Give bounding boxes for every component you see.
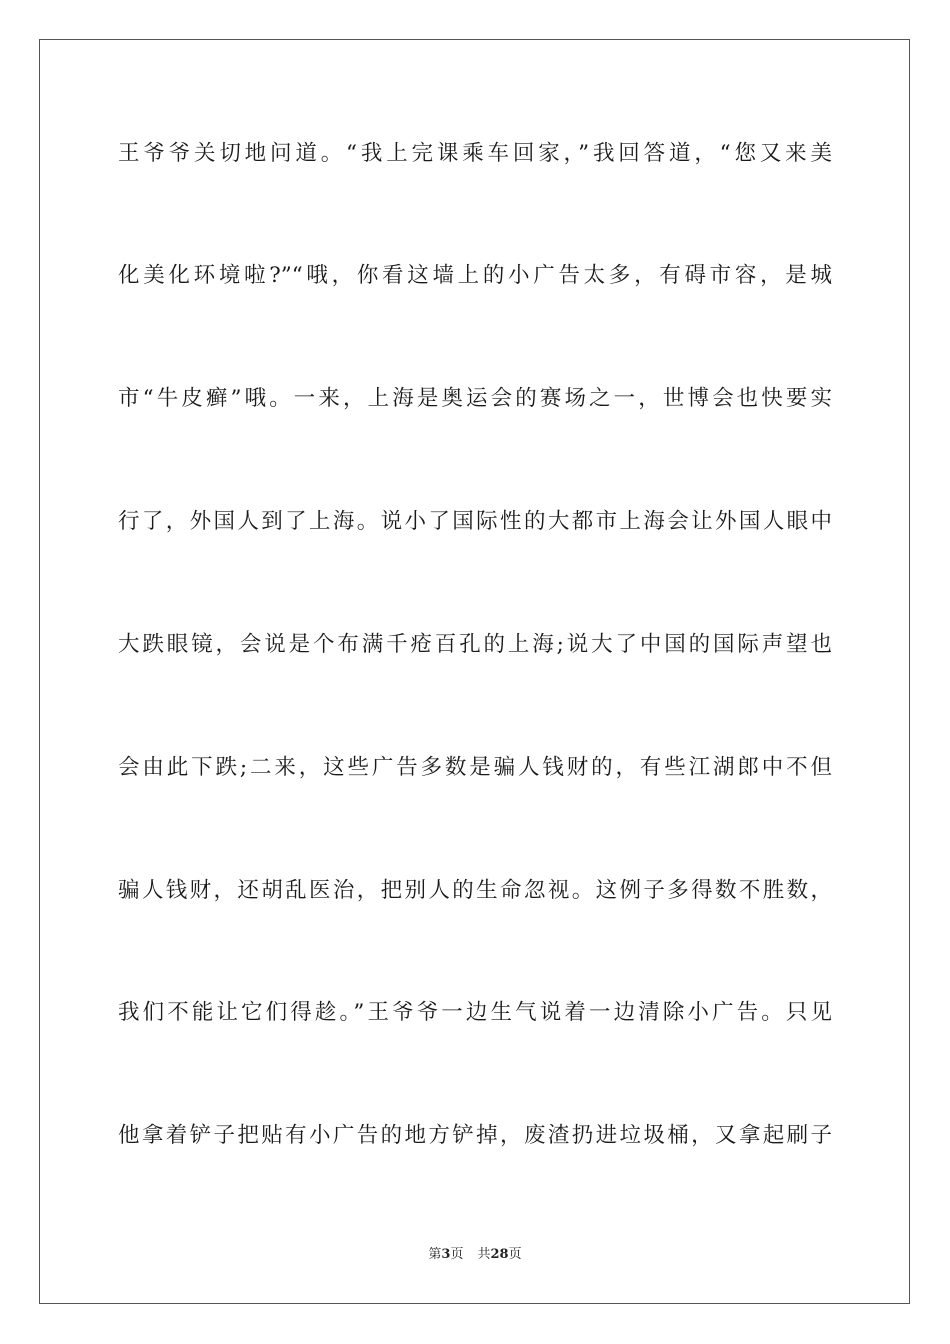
paragraph-line: 他拿着铲子把贴有小广告的地方铲掉，废渣扔进垃圾桶，又拿起刷子 bbox=[118, 1123, 832, 1148]
paragraph-line: 化美化环境啦?”“哦，你看这墙上的小广告太多，有碍市容，是城 bbox=[118, 263, 832, 288]
total-pages: 28 bbox=[490, 1247, 509, 1262]
page-suffix: 页 bbox=[450, 1247, 464, 1262]
page-footer bbox=[0, 1246, 950, 1264]
page-prefix: 第 bbox=[428, 1247, 442, 1262]
paragraph-line: 骗人钱财，还胡乱医治，把别人的生命忽视。这例子多得数不胜数， bbox=[118, 878, 832, 903]
paragraph-line: 行了，外国人到了上海。说小了国际性的大都市上海会让外国人眼中 bbox=[118, 509, 832, 534]
page-number: 3 bbox=[441, 1247, 451, 1262]
paragraph-line: 市“牛皮癣”哦。一来，上海是奥运会的赛场之一，世博会也快要实 bbox=[118, 386, 832, 411]
paragraph-line: 会由此下跌;二来，这些广告多数是骗人钱财的，有些江湖郎中不但 bbox=[118, 755, 832, 780]
paragraph-line: 大跌眼镜，会说是个布满千疮百孔的上海;说大了中国的国际声望也 bbox=[118, 632, 832, 657]
page-border bbox=[39, 39, 910, 1304]
paragraph-line: 王爷爷关切地问道。“我上完课乘车回家，”我回答道，“您又来美 bbox=[118, 141, 832, 166]
paragraph-line: 我们不能让它们得趁。”王爷爷一边生气说着一边清除小广告。只见 bbox=[118, 1000, 832, 1025]
total-suffix: 页 bbox=[508, 1247, 522, 1262]
total-prefix: 共 bbox=[477, 1247, 491, 1262]
